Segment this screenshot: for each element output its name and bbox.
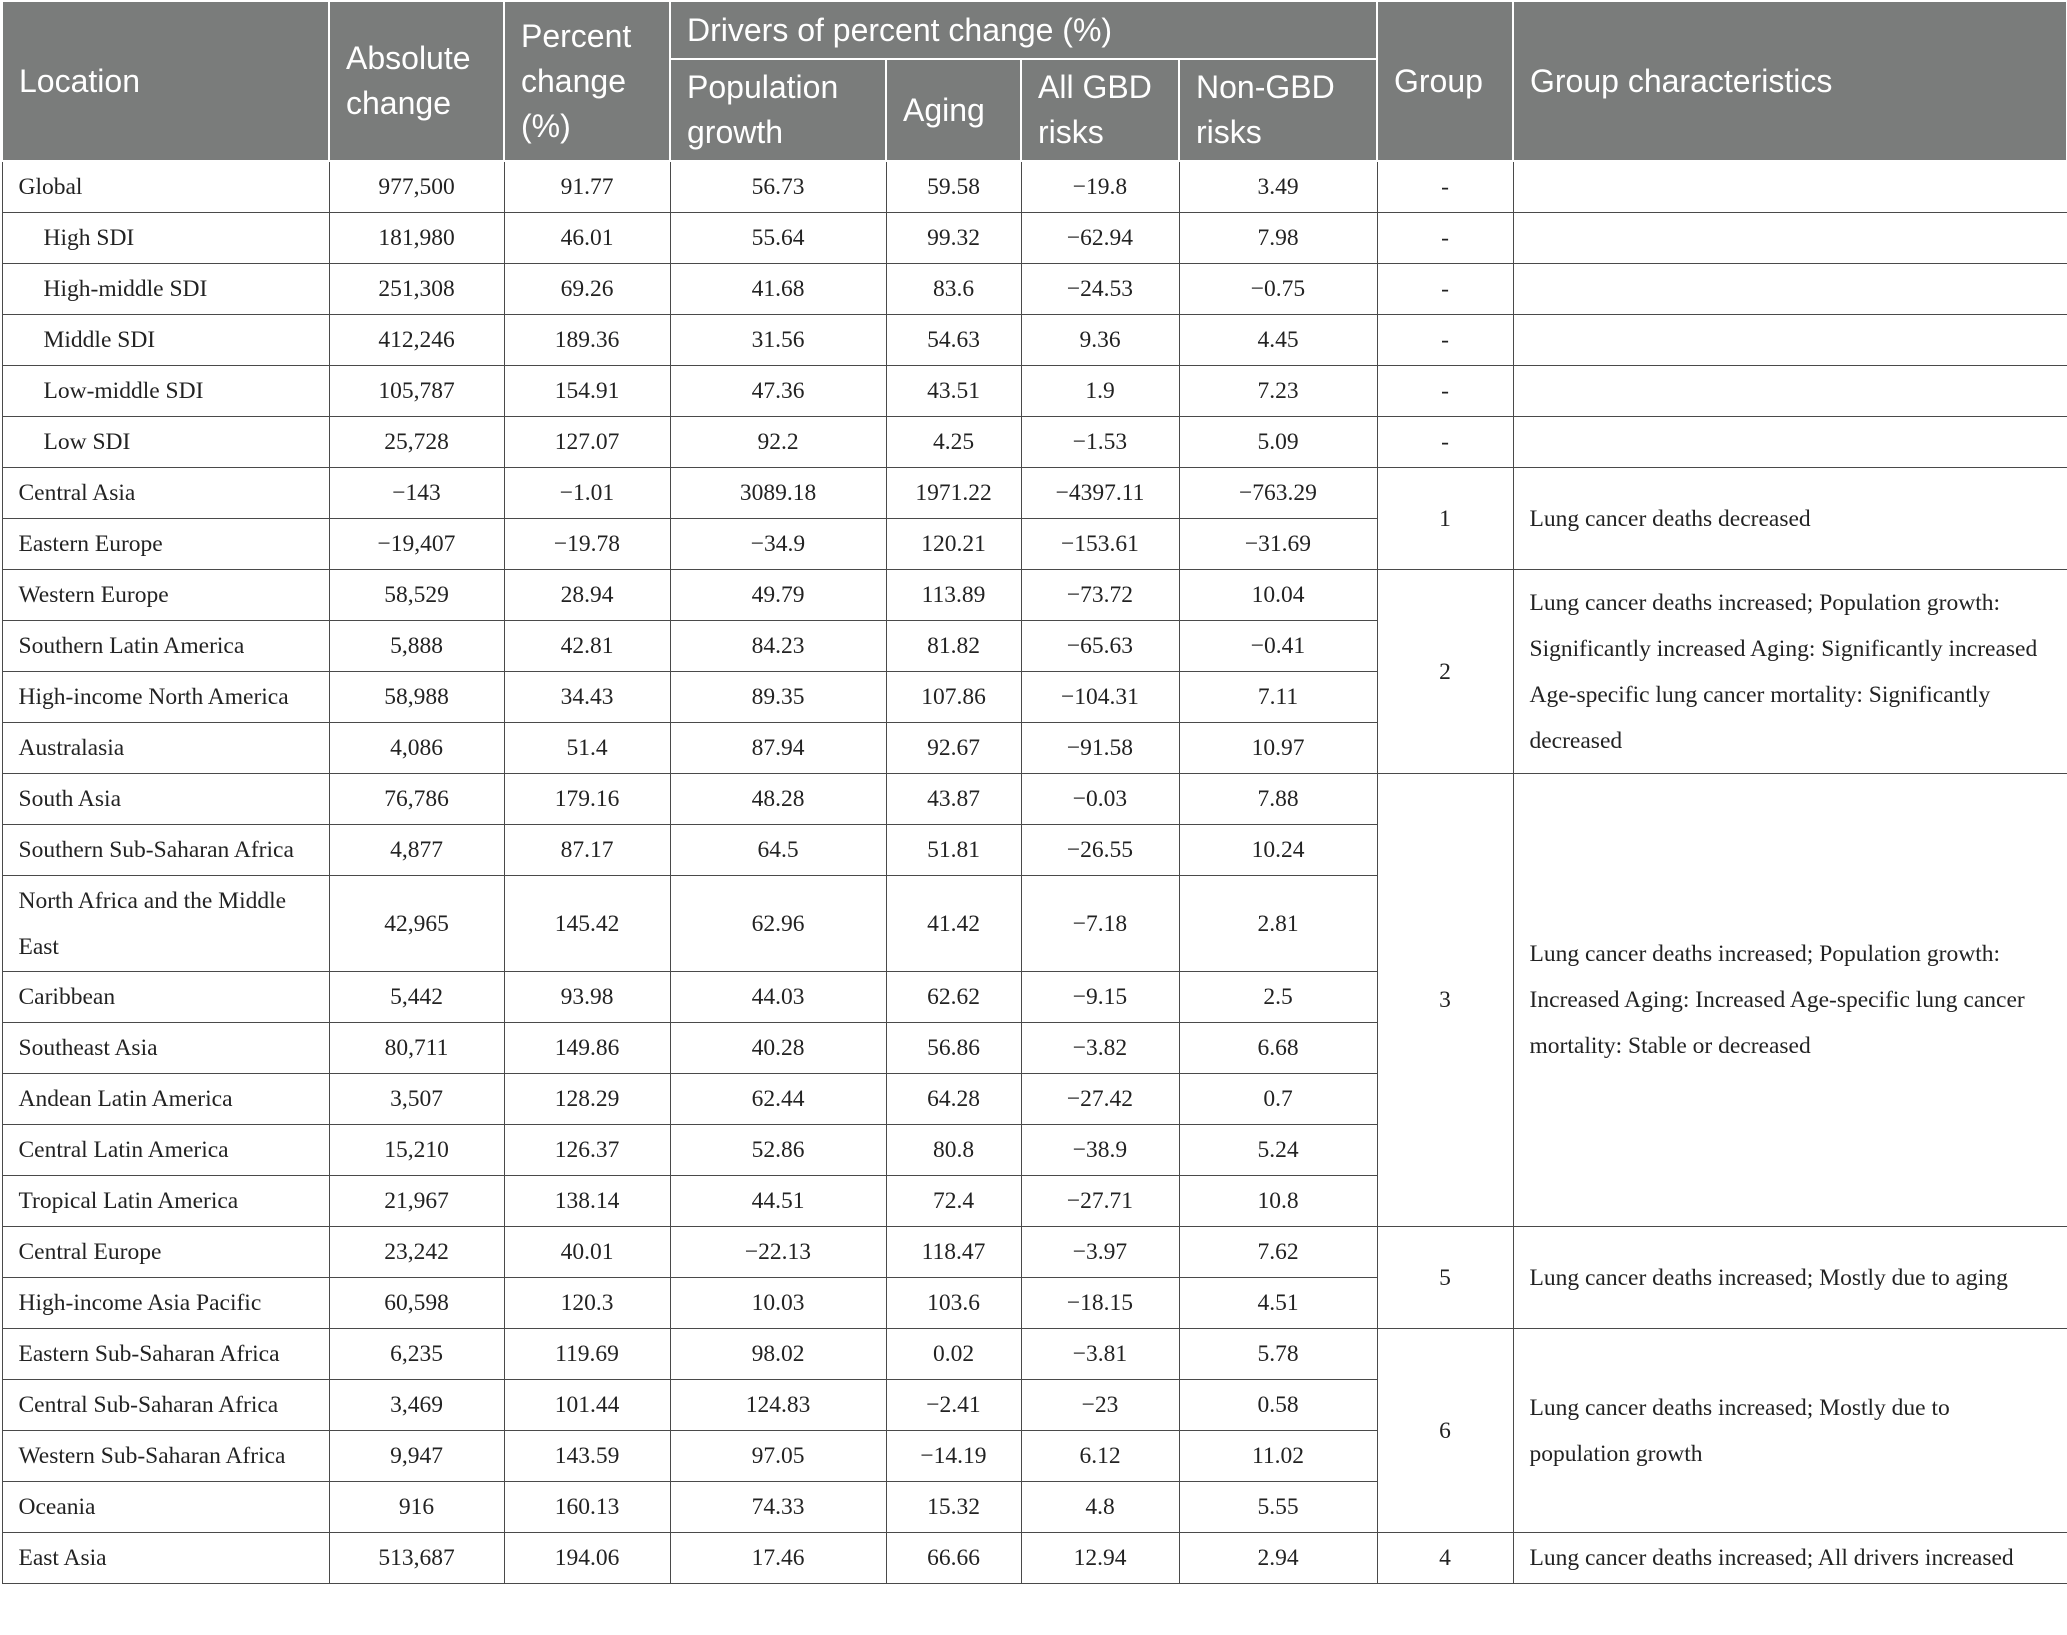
header-aging: Aging [886, 59, 1021, 161]
cell-percent-change: 40.01 [504, 1227, 670, 1278]
cell-aging: 107.86 [886, 672, 1021, 723]
cell-percent-change: 149.86 [504, 1023, 670, 1074]
table-row [2, 1533, 2067, 1584]
cell-non-gbd-risks: 2.5 [1179, 972, 1377, 1023]
cell-location: Southern Latin America [2, 621, 329, 672]
cell-location: Global [2, 161, 329, 213]
header-location: Location [2, 1, 329, 161]
cell-absolute-change: 6,235 [329, 1329, 504, 1380]
table-header [2, 1, 2067, 161]
cell-percent-change: 93.98 [504, 972, 670, 1023]
cell-non-gbd-risks: 5.55 [1179, 1482, 1377, 1533]
cell-location: Low-middle SDI [2, 366, 329, 417]
cell-all-gbd-risks: −3.82 [1021, 1023, 1179, 1074]
cell-aging: 99.32 [886, 213, 1021, 264]
cell-non-gbd-risks: 11.02 [1179, 1431, 1377, 1482]
cell-all-gbd-risks: 1.9 [1021, 366, 1179, 417]
cell-group-characteristics: Lung cancer deaths increased; Mostly due to population growth [1513, 1329, 2067, 1533]
cell-all-gbd-risks: −62.94 [1021, 213, 1179, 264]
cell-percent-change: 160.13 [504, 1482, 670, 1533]
cell-all-gbd-risks: −1.53 [1021, 417, 1179, 468]
cell-absolute-change: 76,786 [329, 774, 504, 825]
cell-non-gbd-risks: 5.09 [1179, 417, 1377, 468]
cell-absolute-change: 5,442 [329, 972, 504, 1023]
cell-percent-change: 189.36 [504, 315, 670, 366]
cell-percent-change: 87.17 [504, 825, 670, 876]
cell-all-gbd-risks: −104.31 [1021, 672, 1179, 723]
cell-non-gbd-risks: −763.29 [1179, 468, 1377, 519]
cell-percent-change: 91.77 [504, 161, 670, 213]
cell-non-gbd-risks: 0.7 [1179, 1074, 1377, 1125]
cell-group-characteristics [1513, 315, 2067, 366]
cell-absolute-change: 4,877 [329, 825, 504, 876]
cell-all-gbd-risks: −18.15 [1021, 1278, 1179, 1329]
cell-location: South Asia [2, 774, 329, 825]
cell-non-gbd-risks: −0.41 [1179, 621, 1377, 672]
table-row [2, 264, 2067, 315]
cell-all-gbd-risks: −65.63 [1021, 621, 1179, 672]
cell-non-gbd-risks: 10.24 [1179, 825, 1377, 876]
cell-percent-change: 138.14 [504, 1176, 670, 1227]
cell-population-growth: 62.96 [670, 876, 886, 972]
cell-location: Tropical Latin America [2, 1176, 329, 1227]
cell-all-gbd-risks: −91.58 [1021, 723, 1179, 774]
cell-population-growth: 74.33 [670, 1482, 886, 1533]
cell-absolute-change: 412,246 [329, 315, 504, 366]
cell-percent-change: 194.06 [504, 1533, 670, 1584]
cell-population-growth: 44.51 [670, 1176, 886, 1227]
cell-aging: 120.21 [886, 519, 1021, 570]
cell-all-gbd-risks: −24.53 [1021, 264, 1179, 315]
cell-absolute-change: 3,507 [329, 1074, 504, 1125]
cell-population-growth: 3089.18 [670, 468, 886, 519]
cell-group-characteristics: Lung cancer deaths increased; Population growth: Increased Aging: Increased Age-specific lung cancer mortality: Stable or decreased [1513, 774, 2067, 1227]
cell-absolute-change: 513,687 [329, 1533, 504, 1584]
cell-location: Eastern Sub-Saharan Africa [2, 1329, 329, 1380]
cell-group: - [1377, 264, 1513, 315]
cell-location: Western Europe [2, 570, 329, 621]
cell-location: High-middle SDI [2, 264, 329, 315]
cell-non-gbd-risks: 6.68 [1179, 1023, 1377, 1074]
table-row [2, 213, 2067, 264]
cell-non-gbd-risks: 5.78 [1179, 1329, 1377, 1380]
cell-non-gbd-risks: 10.04 [1179, 570, 1377, 621]
cell-aging: 43.87 [886, 774, 1021, 825]
cell-location: Oceania [2, 1482, 329, 1533]
cell-population-growth: 97.05 [670, 1431, 886, 1482]
cell-population-growth: 62.44 [670, 1074, 886, 1125]
cell-population-growth: 52.86 [670, 1125, 886, 1176]
cell-location: Australasia [2, 723, 329, 774]
cell-non-gbd-risks: 4.51 [1179, 1278, 1377, 1329]
cell-percent-change: 101.44 [504, 1380, 670, 1431]
cell-all-gbd-risks: −4397.11 [1021, 468, 1179, 519]
cell-absolute-change: 5,888 [329, 621, 504, 672]
cell-group-characteristics [1513, 366, 2067, 417]
cell-percent-change: 28.94 [504, 570, 670, 621]
cell-absolute-change: 80,711 [329, 1023, 504, 1074]
cell-absolute-change: 4,086 [329, 723, 504, 774]
cell-location: North Africa and the Middle East [2, 876, 329, 972]
cell-absolute-change: −19,407 [329, 519, 504, 570]
cell-non-gbd-risks: 7.11 [1179, 672, 1377, 723]
cell-non-gbd-risks: 7.62 [1179, 1227, 1377, 1278]
cell-group: 3 [1377, 774, 1513, 1227]
cell-non-gbd-risks: 2.94 [1179, 1533, 1377, 1584]
table-row [2, 417, 2067, 468]
cell-population-growth: 48.28 [670, 774, 886, 825]
cell-all-gbd-risks: 12.94 [1021, 1533, 1179, 1584]
header-non-gbd-risks: Non-GBD risks [1179, 59, 1377, 161]
cell-percent-change: 126.37 [504, 1125, 670, 1176]
cell-percent-change: 120.3 [504, 1278, 670, 1329]
table-row [2, 468, 2067, 519]
cell-group: 6 [1377, 1329, 1513, 1533]
cell-aging: 54.63 [886, 315, 1021, 366]
cell-population-growth: 31.56 [670, 315, 886, 366]
cell-population-growth: 41.68 [670, 264, 886, 315]
cell-absolute-change: 58,529 [329, 570, 504, 621]
cell-aging: 1971.22 [886, 468, 1021, 519]
cell-aging: 56.86 [886, 1023, 1021, 1074]
header-all-gbd-risks: All GBD risks [1021, 59, 1179, 161]
cell-location: East Asia [2, 1533, 329, 1584]
cell-non-gbd-risks: 2.81 [1179, 876, 1377, 972]
cell-all-gbd-risks: −38.9 [1021, 1125, 1179, 1176]
cell-population-growth: 98.02 [670, 1329, 886, 1380]
cell-percent-change: 34.43 [504, 672, 670, 723]
cell-absolute-change: 23,242 [329, 1227, 504, 1278]
cell-aging: 41.42 [886, 876, 1021, 972]
cell-aging: 4.25 [886, 417, 1021, 468]
cell-aging: 118.47 [886, 1227, 1021, 1278]
cell-aging: 62.62 [886, 972, 1021, 1023]
cell-absolute-change: 916 [329, 1482, 504, 1533]
cell-percent-change: −19.78 [504, 519, 670, 570]
cell-all-gbd-risks: −3.81 [1021, 1329, 1179, 1380]
cell-absolute-change: 21,967 [329, 1176, 504, 1227]
cell-absolute-change: 42,965 [329, 876, 504, 972]
cell-population-growth: 47.36 [670, 366, 886, 417]
cell-group-characteristics [1513, 213, 2067, 264]
cell-aging: 113.89 [886, 570, 1021, 621]
cell-all-gbd-risks: −26.55 [1021, 825, 1179, 876]
cell-aging: 103.6 [886, 1278, 1021, 1329]
cell-location: Western Sub-Saharan Africa [2, 1431, 329, 1482]
cell-group-characteristics [1513, 417, 2067, 468]
table-row [2, 1329, 2067, 1380]
cell-all-gbd-risks: −7.18 [1021, 876, 1179, 972]
cell-location: Central Sub-Saharan Africa [2, 1380, 329, 1431]
cell-population-growth: 92.2 [670, 417, 886, 468]
cell-location: Southern Sub-Saharan Africa [2, 825, 329, 876]
cell-location: High-income Asia Pacific [2, 1278, 329, 1329]
cell-aging: 51.81 [886, 825, 1021, 876]
cell-aging: 92.67 [886, 723, 1021, 774]
cell-group: 5 [1377, 1227, 1513, 1329]
cell-location: Low SDI [2, 417, 329, 468]
cell-group: - [1377, 366, 1513, 417]
cell-non-gbd-risks: −0.75 [1179, 264, 1377, 315]
cell-percent-change: 154.91 [504, 366, 670, 417]
table-row [2, 366, 2067, 417]
cell-percent-change: 179.16 [504, 774, 670, 825]
cell-group-characteristics: Lung cancer deaths decreased [1513, 468, 2067, 570]
cell-location: High-income North America [2, 672, 329, 723]
cell-percent-change: 128.29 [504, 1074, 670, 1125]
cell-population-growth: 56.73 [670, 161, 886, 213]
cell-non-gbd-risks: 10.97 [1179, 723, 1377, 774]
cell-location: Southeast Asia [2, 1023, 329, 1074]
header-group-characteristics: Group characteristics [1513, 1, 2067, 161]
cell-all-gbd-risks: −23 [1021, 1380, 1179, 1431]
table-body [2, 161, 2067, 1584]
cell-group-characteristics: Lung cancer deaths increased; Population growth: Significantly increased Aging: Significantly increased Age-specific lung cancer mortality: Significantly decreased [1513, 570, 2067, 774]
cell-group-characteristics [1513, 264, 2067, 315]
cell-all-gbd-risks: 4.8 [1021, 1482, 1179, 1533]
cell-all-gbd-risks: −9.15 [1021, 972, 1179, 1023]
cell-non-gbd-risks: 4.45 [1179, 315, 1377, 366]
cell-percent-change: 51.4 [504, 723, 670, 774]
cell-population-growth: −22.13 [670, 1227, 886, 1278]
cell-aging: 59.58 [886, 161, 1021, 213]
cell-all-gbd-risks: −0.03 [1021, 774, 1179, 825]
cell-location: Middle SDI [2, 315, 329, 366]
cell-group: - [1377, 417, 1513, 468]
cell-aging: 0.02 [886, 1329, 1021, 1380]
cell-location: Andean Latin America [2, 1074, 329, 1125]
cell-location: Central Latin America [2, 1125, 329, 1176]
cell-all-gbd-risks: 9.36 [1021, 315, 1179, 366]
cell-percent-change: 46.01 [504, 213, 670, 264]
cell-absolute-change: 58,988 [329, 672, 504, 723]
cell-population-growth: 64.5 [670, 825, 886, 876]
cell-non-gbd-risks: 0.58 [1179, 1380, 1377, 1431]
cell-population-growth: 84.23 [670, 621, 886, 672]
cell-aging: 80.8 [886, 1125, 1021, 1176]
table-row [2, 1227, 2067, 1278]
cell-location: Caribbean [2, 972, 329, 1023]
cell-location: Eastern Europe [2, 519, 329, 570]
cell-group: 4 [1377, 1533, 1513, 1584]
cell-aging: −2.41 [886, 1380, 1021, 1431]
cell-population-growth: 10.03 [670, 1278, 886, 1329]
cell-group: - [1377, 315, 1513, 366]
cell-all-gbd-risks: −3.97 [1021, 1227, 1179, 1278]
cell-non-gbd-risks: 7.23 [1179, 366, 1377, 417]
header-group: Group [1377, 1, 1513, 161]
cell-aging: 15.32 [886, 1482, 1021, 1533]
cell-absolute-change: 60,598 [329, 1278, 504, 1329]
cell-absolute-change: 977,500 [329, 161, 504, 213]
cell-percent-change: 127.07 [504, 417, 670, 468]
cell-percent-change: 143.59 [504, 1431, 670, 1482]
cell-non-gbd-risks: 10.8 [1179, 1176, 1377, 1227]
results-table [1, 0, 2067, 1584]
cell-all-gbd-risks: −19.8 [1021, 161, 1179, 213]
cell-population-growth: −34.9 [670, 519, 886, 570]
cell-aging: −14.19 [886, 1431, 1021, 1482]
cell-percent-change: 42.81 [504, 621, 670, 672]
cell-aging: 72.4 [886, 1176, 1021, 1227]
cell-non-gbd-risks: 7.88 [1179, 774, 1377, 825]
header-population-growth: Population growth [670, 59, 886, 161]
cell-location: High SDI [2, 213, 329, 264]
cell-non-gbd-risks: 7.98 [1179, 213, 1377, 264]
cell-group-characteristics: Lung cancer deaths increased; All drivers increased [1513, 1533, 2067, 1584]
header-drivers: Drivers of percent change (%) [670, 1, 1377, 59]
cell-group: 2 [1377, 570, 1513, 774]
cell-absolute-change: 251,308 [329, 264, 504, 315]
header-percent-change: Percent change (%) [504, 1, 670, 161]
cell-percent-change: 69.26 [504, 264, 670, 315]
cell-population-growth: 87.94 [670, 723, 886, 774]
cell-aging: 83.6 [886, 264, 1021, 315]
table-row [2, 570, 2067, 621]
table-row [2, 315, 2067, 366]
cell-location: Central Europe [2, 1227, 329, 1278]
cell-absolute-change: 25,728 [329, 417, 504, 468]
cell-absolute-change: 3,469 [329, 1380, 504, 1431]
cell-percent-change: −1.01 [504, 468, 670, 519]
cell-all-gbd-risks: −73.72 [1021, 570, 1179, 621]
cell-aging: 64.28 [886, 1074, 1021, 1125]
cell-group: 1 [1377, 468, 1513, 570]
cell-percent-change: 145.42 [504, 876, 670, 972]
cell-group-characteristics [1513, 161, 2067, 213]
cell-group-characteristics: Lung cancer deaths increased; Mostly due to aging [1513, 1227, 2067, 1329]
cell-all-gbd-risks: −27.71 [1021, 1176, 1179, 1227]
cell-population-growth: 44.03 [670, 972, 886, 1023]
cell-all-gbd-risks: 6.12 [1021, 1431, 1179, 1482]
header-absolute-change: Absolute change [329, 1, 504, 161]
cell-population-growth: 55.64 [670, 213, 886, 264]
cell-group: - [1377, 161, 1513, 213]
cell-non-gbd-risks: −31.69 [1179, 519, 1377, 570]
table-row [2, 774, 2067, 825]
cell-absolute-change: −143 [329, 468, 504, 519]
table-row [2, 161, 2067, 213]
cell-population-growth: 40.28 [670, 1023, 886, 1074]
cell-percent-change: 119.69 [504, 1329, 670, 1380]
cell-non-gbd-risks: 5.24 [1179, 1125, 1377, 1176]
cell-absolute-change: 9,947 [329, 1431, 504, 1482]
cell-absolute-change: 105,787 [329, 366, 504, 417]
cell-absolute-change: 181,980 [329, 213, 504, 264]
cell-absolute-change: 15,210 [329, 1125, 504, 1176]
cell-population-growth: 49.79 [670, 570, 886, 621]
cell-all-gbd-risks: −27.42 [1021, 1074, 1179, 1125]
cell-population-growth: 89.35 [670, 672, 886, 723]
cell-aging: 81.82 [886, 621, 1021, 672]
cell-all-gbd-risks: −153.61 [1021, 519, 1179, 570]
cell-population-growth: 124.83 [670, 1380, 886, 1431]
cell-location: Central Asia [2, 468, 329, 519]
cell-aging: 66.66 [886, 1533, 1021, 1584]
cell-non-gbd-risks: 3.49 [1179, 161, 1377, 213]
cell-population-growth: 17.46 [670, 1533, 886, 1584]
cell-group: - [1377, 213, 1513, 264]
cell-aging: 43.51 [886, 366, 1021, 417]
